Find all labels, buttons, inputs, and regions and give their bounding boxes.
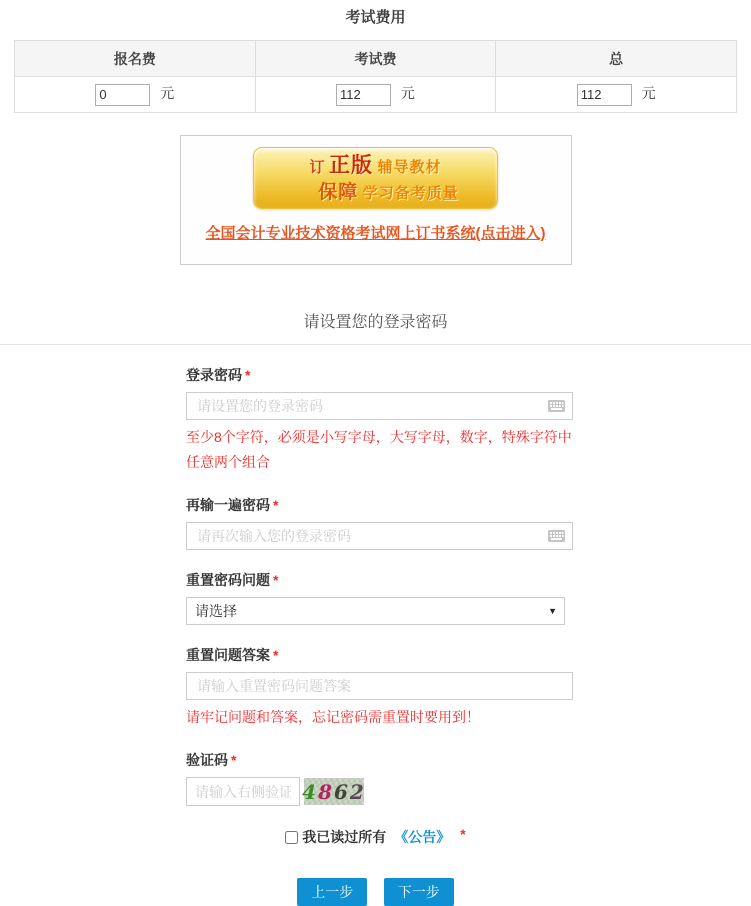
captcha-code: 4862 (302, 779, 366, 804)
reset-answer-label-text: 重置问题答案 (186, 647, 270, 663)
fee-table-value-row (15, 77, 737, 113)
page-title: 考试费用 (345, 9, 406, 26)
book-ad-banner-image[interactable] (253, 147, 498, 209)
reset-answer-input[interactable] (186, 672, 573, 700)
password-confirm-label-text: 再输一遍密码 (186, 497, 270, 513)
password-confirm-label (186, 495, 573, 515)
captcha-input[interactable] (186, 777, 300, 806)
reset-answer-hint: 请牢记问题和答案，忘记密码需重置时要用到！ (186, 709, 480, 725)
form-buttons-row (0, 878, 751, 906)
reset-question-field-group (186, 570, 573, 625)
keyboard-icon[interactable] (548, 530, 565, 542)
password-label-text: 登录密码 (186, 367, 242, 383)
reset-answer-field-group (186, 645, 573, 730)
keyboard-icon[interactable] (548, 400, 565, 412)
banner-text: 订 (309, 159, 325, 176)
agreement-label: 我已读过所有 (302, 829, 387, 845)
password-form (186, 365, 573, 806)
announcement-link[interactable]: 《公告》 (394, 829, 451, 845)
exam-fee-input[interactable] (336, 84, 391, 106)
banner-line-2 (254, 180, 497, 206)
fee-unit-label: 元 (160, 85, 175, 102)
reset-answer-label (186, 645, 573, 665)
banner-text: 保障 (318, 182, 359, 203)
required-asterisk: * (460, 826, 466, 842)
banner-text: 学习备考质量 (362, 185, 459, 202)
banner-text: 正版 (329, 154, 373, 177)
required-asterisk: * (231, 752, 237, 768)
fee-header-total: 总 (496, 41, 737, 77)
password-confirm-field-group (186, 495, 573, 550)
fee-table (14, 40, 737, 113)
password-field-group (186, 365, 573, 475)
password-rule-hint: 至少8个字符，必须是小写字母，大写字母，数字，特殊字符中任意两个组合 (186, 429, 572, 470)
section-divider (0, 344, 751, 345)
reset-question-select[interactable] (186, 597, 565, 625)
reset-question-label-text: 重置密码问题 (186, 572, 270, 588)
fee-cell-exam (255, 77, 496, 113)
fee-header-registration: 报名费 (15, 41, 256, 77)
fee-cell-total (496, 77, 737, 113)
agreement-row (0, 827, 751, 847)
fee-header-exam: 考试费 (255, 41, 496, 77)
password-input[interactable] (186, 392, 573, 420)
fee-unit-label: 元 (641, 85, 656, 102)
password-confirm-input[interactable] (186, 522, 573, 550)
required-asterisk: * (273, 497, 279, 513)
password-label (186, 365, 573, 385)
book-ad-box (180, 135, 572, 265)
fee-unit-label: 元 (400, 85, 415, 102)
required-asterisk: * (273, 572, 279, 588)
captcha-field-group (186, 750, 573, 806)
total-fee-input[interactable] (577, 84, 632, 106)
password-section-title: 请设置您的登录密码 (303, 314, 448, 331)
fee-table-header-row (15, 41, 737, 77)
captcha-label (186, 750, 573, 770)
chevron-down-icon: ▼ (548, 606, 557, 616)
banner-line-1 (254, 153, 497, 180)
required-asterisk: * (273, 647, 279, 663)
captcha-image[interactable] (304, 778, 364, 805)
registration-fee-input[interactable] (95, 84, 150, 106)
previous-step-button[interactable]: 上一步 (297, 878, 367, 906)
captcha-label-text: 验证码 (186, 752, 228, 768)
agreement-checkbox[interactable] (285, 831, 298, 844)
next-step-button[interactable]: 下一步 (384, 878, 454, 906)
book-order-system-link[interactable]: 全国会计专业技术资格考试网上订书系统(点击进入) (205, 225, 546, 242)
banner-text: 辅导教材 (377, 159, 442, 176)
required-asterisk: * (245, 367, 251, 383)
reset-question-label (186, 570, 573, 590)
fee-cell-registration (15, 77, 256, 113)
